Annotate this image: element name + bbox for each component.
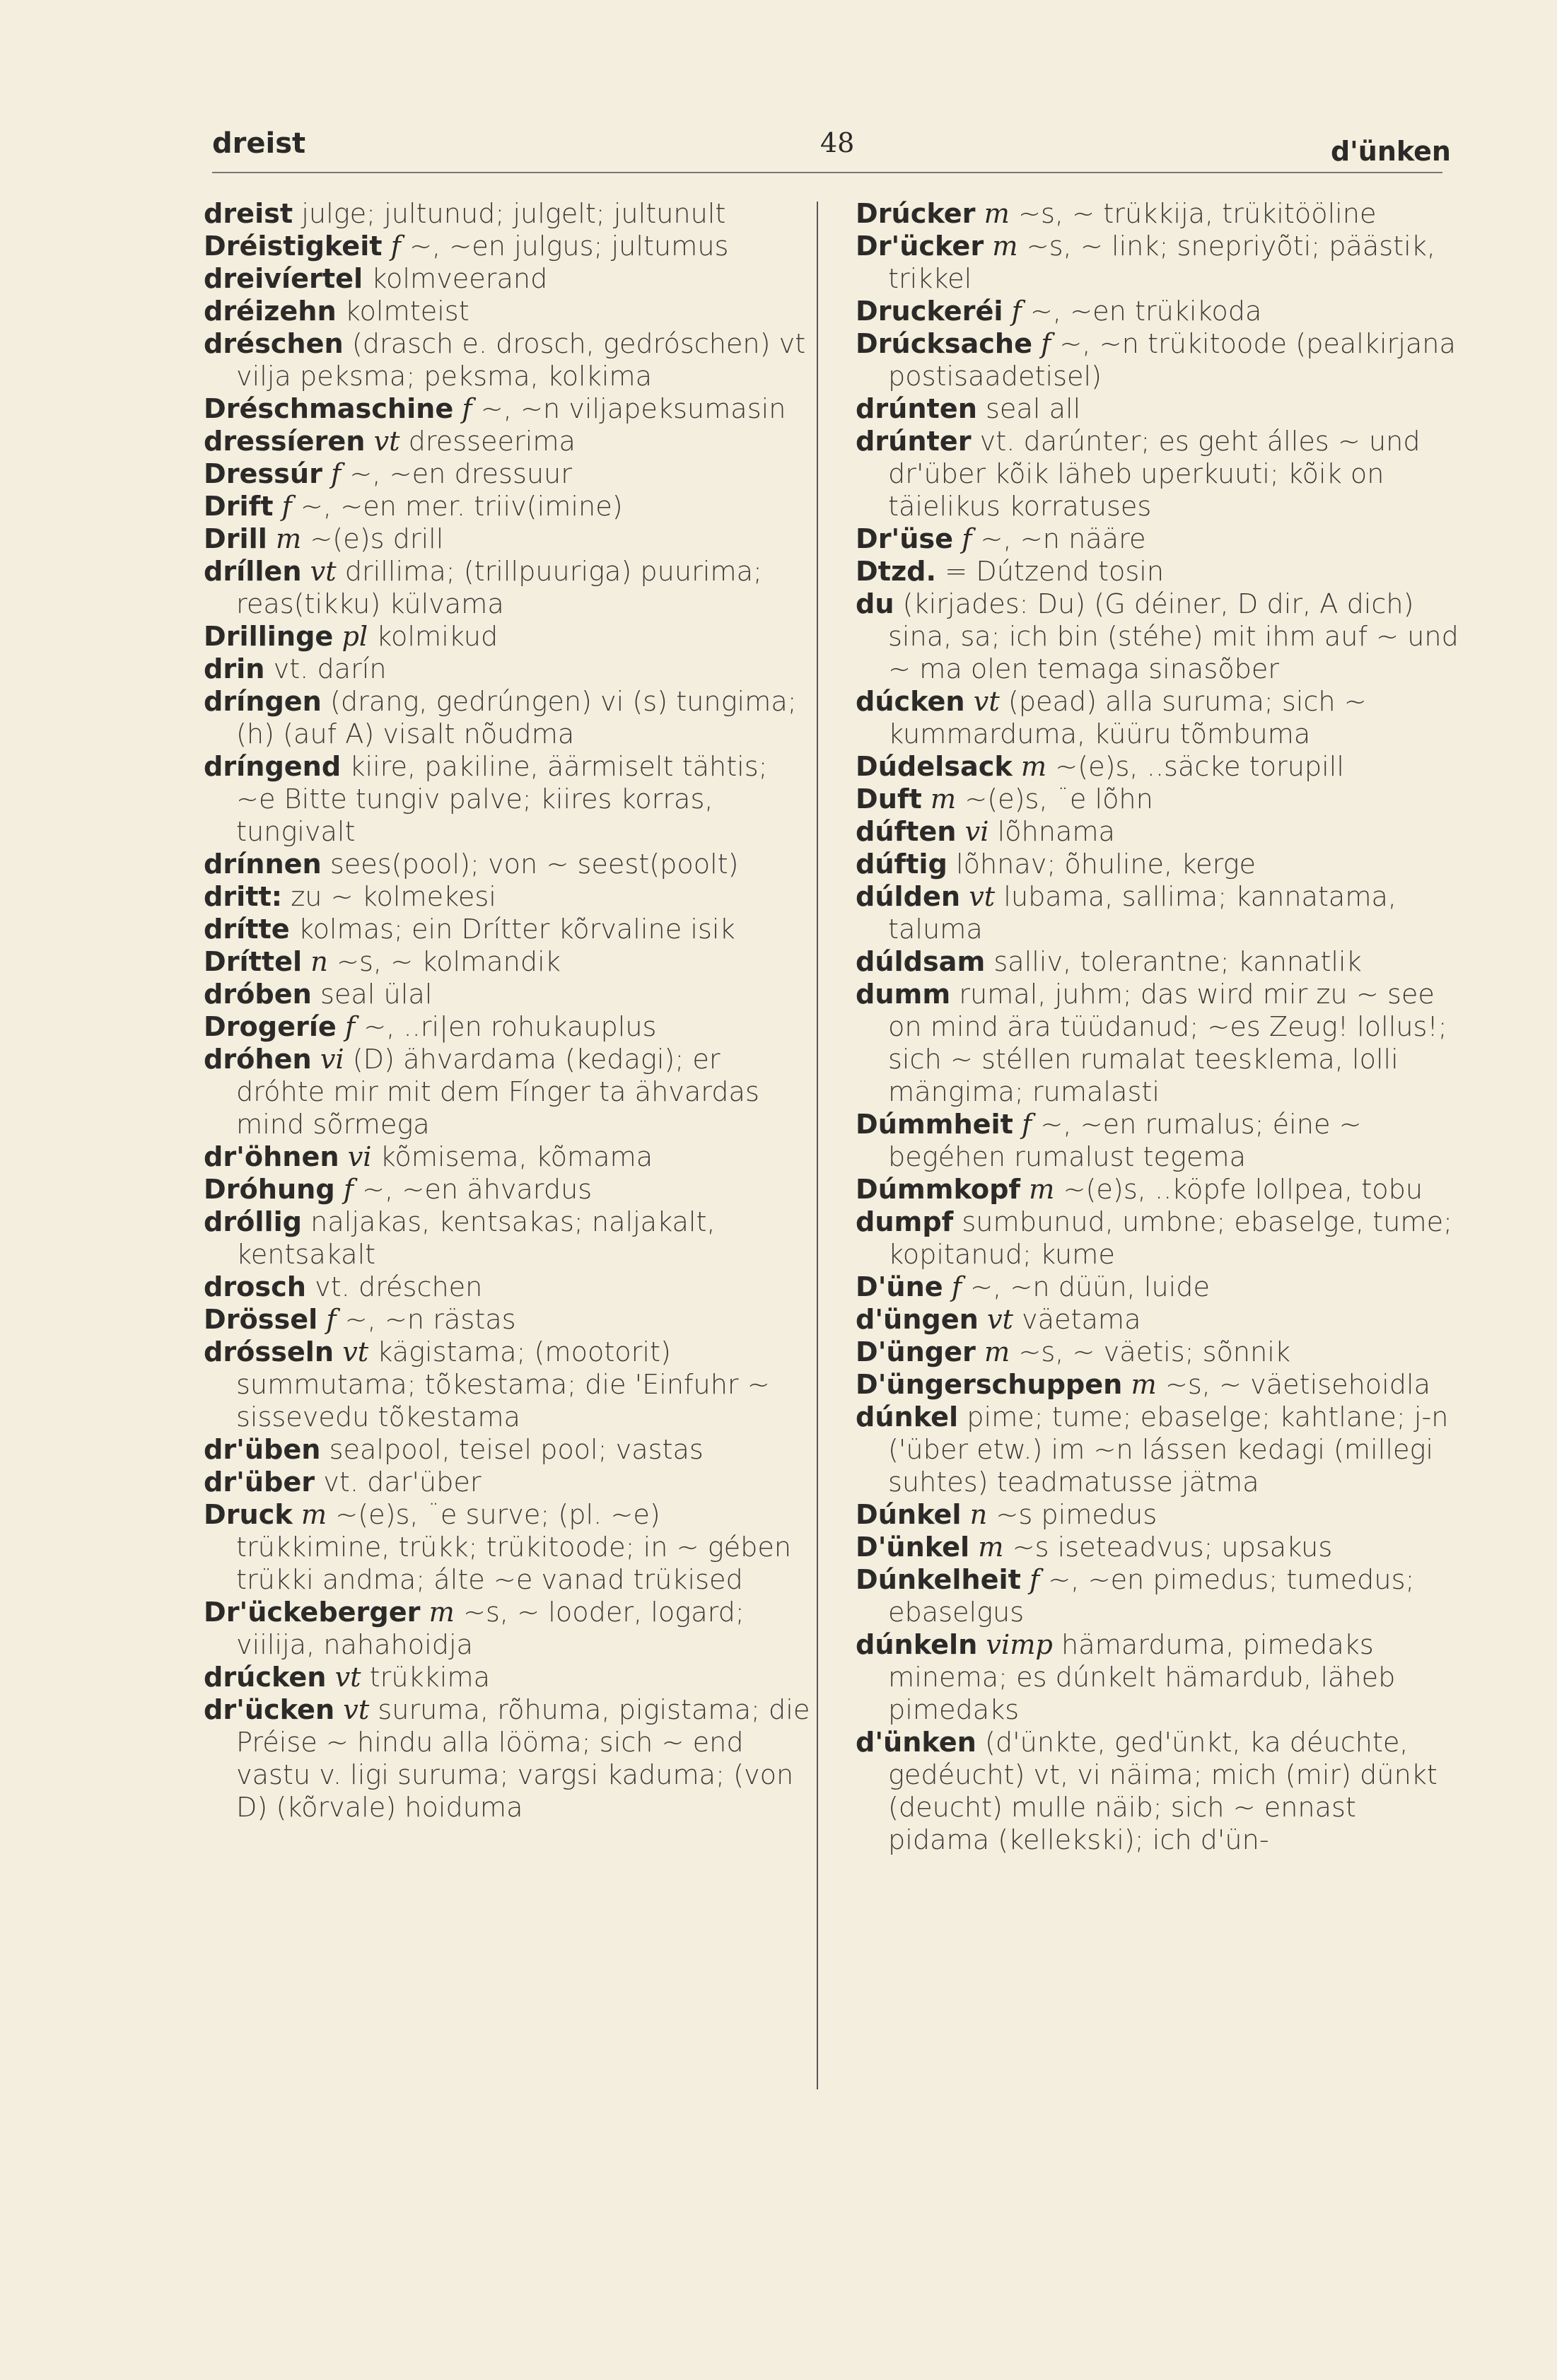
headword: Dréschmaschine (204, 394, 454, 425)
dictionary-entry (856, 588, 1464, 686)
dictionary-entry (856, 426, 1464, 523)
definition: vt. dar'über (323, 1467, 482, 1498)
grammar-label: f (326, 1305, 337, 1336)
headword: d'üngen (856, 1305, 979, 1336)
dictionary-entry (856, 1401, 1464, 1499)
headword: drósseln (204, 1337, 334, 1368)
dictionary-entry (856, 783, 1464, 816)
definition: ~, ~en ähvardus (362, 1174, 593, 1206)
definition: ~, ~en julgus; jultumus (409, 231, 729, 262)
right-column (856, 198, 1464, 1857)
dictionary-entry (204, 1466, 812, 1499)
grammar-label: vt (986, 1305, 1013, 1336)
headword: dúnkeln (856, 1630, 978, 1661)
grammar-label: m (984, 1337, 1010, 1368)
dictionary-entry (204, 393, 812, 426)
definition: ~s iseteadvus; upsakus (1012, 1532, 1333, 1563)
grammar-label: n (310, 947, 328, 978)
grammar-label: vt (334, 1662, 361, 1693)
dictionary-entry (856, 328, 1464, 393)
definition: (drasch e. drosch, gedróschen) vt vilja peksma; peksma, kolkima (236, 329, 806, 392)
definition: kägistama; (mootorit) summutama; tõkestama; die 'Einfuhr ~ sissevedu tõkestama (236, 1337, 770, 1433)
headword: drúnten (856, 394, 977, 425)
definition: sealpool, teisel pool; vastas (329, 1435, 704, 1466)
definition: trükkima (369, 1662, 490, 1693)
dictionary-entry (204, 1304, 812, 1336)
headword: Dúnkel (856, 1500, 962, 1531)
definition: salliv, tolerantne; kannatlik (993, 947, 1362, 978)
definition: (pead) alla suruma; sich ~ kummarduma, küüru tõmbuma (888, 687, 1367, 750)
headword: dumpf (856, 1207, 954, 1238)
headword: dumm (856, 979, 951, 1010)
headword: Drössel (204, 1305, 318, 1336)
definition: ~, ~en dressuur (349, 459, 572, 490)
headword: du (856, 589, 894, 620)
headword: dúlden (856, 882, 961, 913)
definition: julge; jultunud; julgelt; jultunult (301, 199, 726, 230)
dictionary-entry (204, 328, 812, 393)
dictionary-entry (204, 946, 812, 979)
dictionary-entry (856, 848, 1464, 881)
grammar-label: m (984, 199, 1010, 230)
dictionary-entry (204, 686, 812, 751)
headword: dríngen (204, 687, 322, 718)
headword: Druck (204, 1500, 293, 1531)
grammar-label: m (1131, 1370, 1157, 1401)
grammar-label: vi (320, 1044, 344, 1075)
header-right-guide-word: d'ünken (1330, 136, 1451, 167)
headword: dritt: (204, 882, 283, 913)
grammar-label: vt (342, 1337, 369, 1368)
dictionary-entry (204, 556, 812, 621)
dictionary-entry (204, 1662, 812, 1694)
definition: sees(pool); von ~ seest(poolt) (330, 849, 739, 880)
dictionary-entry (204, 1271, 812, 1304)
definition: ~(e)s, ¨e lõhn (964, 784, 1153, 815)
headword: D'üngerschuppen (856, 1370, 1123, 1401)
column-divider (817, 202, 818, 2089)
header-rule (212, 172, 1442, 173)
grammar-label: pl (342, 622, 368, 653)
headword: drínnen (204, 849, 322, 880)
headword: Dúnkelheit (856, 1565, 1021, 1596)
headword: dúftig (856, 849, 947, 880)
dictionary-entry (856, 881, 1464, 946)
dictionary-entry (856, 1532, 1464, 1564)
dictionary-entry (204, 848, 812, 881)
dictionary-entry (204, 491, 812, 523)
definition: ~s, ~ väetis; sõnnik (1018, 1337, 1291, 1368)
headword: dr'öhnen (204, 1142, 339, 1173)
page-header (212, 120, 1451, 177)
definition: ~(e)s, ..köpfe lollpea, tobu (1063, 1174, 1423, 1206)
grammar-label: m (992, 231, 1018, 262)
dictionary-entry (856, 1336, 1464, 1369)
definition: lõhnav; õhuline, kerge (955, 849, 1256, 880)
definition: kõmisema, kõmama (380, 1142, 653, 1173)
headword: D'üne (856, 1272, 943, 1303)
definition: ~s, ~ kolmandik (337, 947, 561, 978)
headword: Dr'ückeberger (204, 1597, 421, 1628)
dictionary-entry (204, 1434, 812, 1466)
definition: ~(e)s drill (310, 524, 444, 555)
headword: drúnter (856, 426, 972, 457)
headword: Dr'ücker (856, 231, 984, 262)
dictionary-entry (856, 1629, 1464, 1727)
dictionary-entry (204, 914, 812, 946)
dictionary-entry (204, 621, 812, 653)
dictionary-entry (204, 1499, 812, 1597)
definition: kolmas; ein Drítter kõrvaline isik (298, 914, 735, 945)
headword: Drillinge (204, 622, 334, 653)
headword: d'ünken (856, 1727, 976, 1758)
grammar-label: n (969, 1500, 988, 1531)
dictionary-entry (204, 523, 812, 556)
definition: vt. darín (273, 654, 387, 685)
definition: vt. dréschen (315, 1272, 483, 1303)
headword: dr'ücken (204, 1695, 335, 1726)
definition: seal all (986, 394, 1081, 425)
dictionary-entry (856, 296, 1464, 328)
headword: dressíeren (204, 426, 366, 457)
definition: = Dútzend tosin (945, 556, 1165, 588)
definition: lubama, sallima; kannatama, taluma (888, 882, 1397, 945)
headword: Duft (856, 784, 922, 815)
grammar-label: f (1030, 1565, 1040, 1596)
definition: väetama (1022, 1305, 1141, 1336)
headword: dúnkel (856, 1402, 959, 1433)
definition: ~s, ~ link; snepriyõti; päästik, trikkel (888, 231, 1435, 295)
dictionary-entry (204, 653, 812, 686)
headword: dríllen (204, 556, 302, 588)
definition: ~(e)s, ..säcke torupill (1055, 752, 1344, 783)
grammar-label: m (1020, 752, 1047, 783)
dictionary-entry (204, 1141, 812, 1174)
definition: rumal, juhm; das wird mir zu ~ see on mind ära tüüdanud; ~es Zeug! lollus!; sich ~ stéllen rumalat teesklema, lolli mängima; rumalasti (888, 979, 1447, 1108)
grammar-label: vimp (986, 1630, 1053, 1661)
dictionary-entry (856, 1727, 1464, 1857)
grammar-label: vt (373, 426, 400, 457)
dictionary-entry (204, 263, 812, 296)
dictionary-entry (856, 198, 1464, 231)
dictionary-entry (856, 393, 1464, 426)
grammar-label: vt (969, 882, 996, 913)
definition: zu ~ kolmekesi (291, 882, 496, 913)
dictionary-entry (856, 523, 1464, 556)
dictionary-entry (856, 1499, 1464, 1532)
dictionary-entry (856, 1206, 1464, 1271)
definition: ~, ~n trükitoode (pealkirjana postisaadetisel) (888, 329, 1456, 392)
grammar-label: f (1022, 1109, 1032, 1141)
dictionary-entry (856, 816, 1464, 848)
headword: Drogeríe (204, 1012, 337, 1043)
dictionary-entry (204, 1206, 812, 1271)
headword: drítte (204, 914, 290, 945)
headword: Dréistigkeit (204, 231, 383, 262)
headword: Dríttel (204, 947, 303, 978)
headword: Drill (204, 524, 267, 555)
dictionary-entry (856, 556, 1464, 588)
headword: Drift (204, 491, 274, 523)
headword: drin (204, 654, 265, 685)
dictionary-entry (204, 1174, 812, 1206)
definition: ~s, ~ trükkija, trükitööline (1017, 199, 1377, 230)
grammar-label: m (930, 784, 957, 815)
headword: Dúmmheit (856, 1109, 1013, 1141)
headword: Dtzd. (856, 556, 937, 588)
grammar-label: f (344, 1012, 356, 1043)
headword: dúcken (856, 687, 965, 718)
definition: ~, ~en mer. triiv(imine) (300, 491, 623, 523)
headword: dúldsam (856, 947, 986, 978)
grammar-label: vt (343, 1695, 370, 1726)
definition: ~, ~n viljapeksumasin (480, 394, 786, 425)
dictionary-entry (856, 1564, 1464, 1629)
dictionary-entry (856, 1304, 1464, 1336)
definition: vt. darúnter; es geht álles ~ und dr'über kõik läheb uperkuuti; kõik on täielikus korratuses (888, 426, 1421, 523)
headword: Dressúr (204, 459, 322, 490)
grammar-label: f (343, 1174, 354, 1206)
header-left-guide-word: dreist (212, 127, 306, 160)
dictionary-entry (856, 231, 1464, 296)
dictionary-entry (204, 231, 812, 263)
dictionary-entry (204, 1044, 812, 1141)
headword: dróllig (204, 1207, 303, 1238)
grammar-label: vi (347, 1142, 372, 1173)
headword: Drúcker (856, 199, 976, 230)
definition: lõhnama (997, 817, 1115, 848)
definition: ~s, ~ looder, logard; viilija, nahahoidja (236, 1597, 745, 1661)
headword: Dr'üse (856, 524, 954, 555)
dictionary-entry (204, 1336, 812, 1434)
definition: ~, ~en pimedus; tumedus; ebaselgus (888, 1565, 1415, 1628)
dictionary-entry (204, 426, 812, 458)
dictionary-entry (204, 1694, 812, 1824)
definition: dresseerima (408, 426, 576, 457)
left-column (204, 198, 812, 1824)
grammar-label: f (390, 231, 401, 262)
grammar-label: f (1011, 296, 1022, 327)
grammar-label: m (428, 1597, 455, 1628)
headword: Druckeréi (856, 296, 1003, 327)
headword: drúcken (204, 1662, 327, 1693)
definition: ~, ~en rumalus; éine ~ begéhen rumalust tegema (888, 1109, 1362, 1173)
definition: kolmteist (344, 296, 470, 327)
definition: (drang, gedrúngen) vi (s) tungima; (h) (auf A) visalt nõudma (236, 687, 797, 750)
dictionary-entry (856, 1109, 1464, 1174)
definition: naljakas, kentsakas; naljakalt, kentsakalt (236, 1207, 716, 1271)
dictionary-entry (204, 979, 812, 1011)
definition: ~, ~en trükikoda (1030, 296, 1262, 327)
dictionary-entry (856, 751, 1464, 783)
dictionary-entry (856, 686, 1464, 751)
definition: kolmveerand (371, 264, 548, 295)
headword: Dróhung (204, 1174, 335, 1206)
grammar-label: f (462, 394, 472, 425)
definition: ~(e)s, ¨e surve; (pl. ~e) trükkimine, trükk; trükitoode; in ~ gében trükki andma; álte ~e vanad trükised (236, 1500, 792, 1596)
definition: ~, ~n düün, luide (970, 1272, 1210, 1303)
grammar-label: f (1041, 329, 1051, 360)
headword: Dúmmkopf (856, 1174, 1021, 1206)
headword: dreist (204, 199, 293, 230)
dictionary-entry (856, 979, 1464, 1109)
grammar-label: vi (964, 817, 989, 848)
grammar-label: f (331, 459, 342, 490)
definition: (kirjades: Du) (G déiner, D dir, A dich) sina, sa; ich bin (stéhe) mit ihm auf ~ und ~ ma olen temaga sinasõber (888, 589, 1459, 685)
dictionary-entry (204, 296, 812, 328)
headword: Dúdelsack (856, 752, 1013, 783)
dictionary-entry (856, 946, 1464, 979)
headword: D'ünger (856, 1337, 976, 1368)
definition: pime; tume; ebaselge; kahtlane; j-n ('über etw.) im ~n lássen kedagi (millegi suhtes) teadmatusse jätma (888, 1402, 1449, 1498)
page-number: 48 (820, 127, 855, 158)
grammar-label: m (1029, 1174, 1055, 1206)
definition: (d'ünkte, ged'ünkt, ka déuchte, gedéucht) vt, vi näima; mich (mir) dünkt (deucht) mulle näib; sich ~ ennast pidama (kellekski); ich d'ün- (888, 1727, 1438, 1856)
definition: kiire, pakiline, äärmiselt tähtis; ~e Bitte tungiv palve; kiires korras, tungivalt (236, 752, 768, 848)
dictionary-entry (856, 1271, 1464, 1304)
headword: dróben (204, 979, 312, 1010)
headword: dríngend (204, 752, 342, 783)
definition: sumbunud, umbne; ebaselge, tume; kopitanud; kume (888, 1207, 1452, 1271)
grammar-label: vt (973, 687, 1000, 718)
definition: ~s, ~ väetisehoidla (1165, 1370, 1431, 1401)
grammar-label: f (962, 524, 972, 555)
definition: seal ülal (320, 979, 433, 1010)
definition: ~s pimedus (996, 1500, 1157, 1531)
dictionary-entry (204, 198, 812, 231)
headword: dréizehn (204, 296, 337, 327)
headword: dr'üben (204, 1435, 321, 1466)
grammar-label: m (978, 1532, 1004, 1563)
definition: kolmikud (376, 622, 498, 653)
definition: ~, ..ri|en rohukauplus (363, 1012, 657, 1043)
definition: drillima; (trillpuuriga) puurima; reas(tikku) külvama (236, 556, 762, 620)
headword: dréschen (204, 329, 344, 360)
headword: dreivíertel (204, 264, 363, 295)
headword: dr'über (204, 1467, 315, 1498)
dictionary-entry (204, 881, 812, 914)
dictionary-entry (204, 458, 812, 491)
definition: ~, ~n rästas (344, 1305, 516, 1336)
dictionary-entry (856, 1369, 1464, 1401)
grammar-label: m (275, 524, 302, 555)
grammar-label: vt (310, 556, 337, 588)
grammar-label: f (951, 1272, 962, 1303)
headword: Drúcksache (856, 329, 1032, 360)
definition: suruma, rõhuma, pigistama; die Préise ~ hindu alla lööma; sich ~ end vastu v. ligi suruma; vargsi kaduma; (von D) (kõrvale) hoiduma (236, 1695, 810, 1824)
dictionary-entry (204, 751, 812, 848)
definition: ~, ~n nääre (980, 524, 1146, 555)
grammar-label: f (281, 491, 292, 523)
headword: drosch (204, 1272, 306, 1303)
headword: dróhen (204, 1044, 312, 1075)
definition: (D) ähvardama (kedagi); er dróhte mir mit dem Fínger ta ähvardas mind sõrmega (236, 1044, 759, 1141)
headword: dúften (856, 817, 957, 848)
dictionary-entry (204, 1011, 812, 1044)
headword: D'ünkel (856, 1532, 970, 1563)
grammar-label: m (301, 1500, 327, 1531)
definition: hämarduma, pimedaks minema; es dúnkelt hämardub, läheb pimedaks (888, 1630, 1396, 1726)
dictionary-entry (204, 1597, 812, 1662)
dictionary-entry (856, 1174, 1464, 1206)
